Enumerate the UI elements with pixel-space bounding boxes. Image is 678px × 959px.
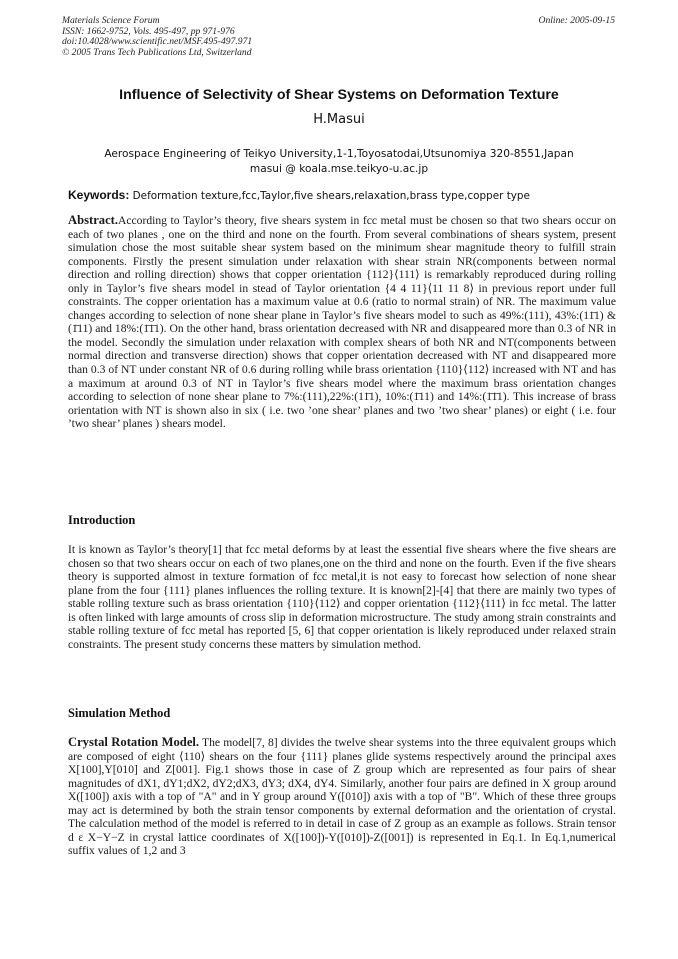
keywords [68, 188, 628, 202]
simulation-heading: Simulation Method [68, 706, 171, 720]
keywords-label: Keywords: [68, 188, 130, 202]
simulation-paragraph [68, 736, 616, 858]
paper-title: Influence of Selectivity of Shear Systems on Deformation Texture [119, 87, 559, 103]
affiliation-address: Aerospace Engineering of Teikyo University,1-1,Toyosatodai,Utsunomiya 320-8551,Japan [104, 148, 574, 160]
simulation-body [68, 736, 616, 858]
journal-header [62, 16, 252, 58]
abstract [68, 214, 616, 431]
introduction-heading: Introduction [68, 513, 136, 527]
abstract-text: According to Taylor’s theory, five shears system in fcc metal must be chosen so that two shears occur on each of two planes , one on the third and none on the fourth. From several combinations of shears system, present simulation chose the most suitable shear system based on the minimum shear magnitude theory to fulfill strain components. Firstly the present simulation under relaxation with shear strain NR(components between normal direction and rolling direction) shows that copper orientation {112}⟨111⟩ is remarkably reproduced during rolling only in Taylor’s five shears model in stead of Taylor orientation {4 4 11}⟨11 11 8⟩ in previous report under full constraints. The copper orientation has a maximum value at 0.6 (ratio to normal strain) of NR. The maximum value changes according to selection of none shear plane in Taylor’s five shears model to such as 49%:(111), 43%:(11̄1) & (1̄11) and 18%:(1̄1̄1). On the other hand, brass orientation decreased with NR and disappeared more than 0.3 of NR in the model. Secondly the simulation under relaxation with complex shears of both NR and NT(components between normal direction and transverse direction) shows that copper orientation decreased with NT and disappeared more than 0.3 of NT under constant NR of 0.6 during rolling while brass orientation {110}⟨112⟩ increased with NT and has a maximum at around 0.3 of NT in Taylor’s five shears model where the maximum brass orientation changes according to selection of none shear plane to 7%:(111),22%:(11̄1), 10%:(1̄11) and 14%:(1̄1̄1). This increase of brass orientation with NT is shown also in six ( i.e. two ’one shear’ planes and two ’two shear’ planes) or eight ( i.e. four ’two shear’ planes ) shears model. [68, 214, 616, 431]
abstract-label: Abstract. [68, 213, 119, 227]
simulation-text: The model[7, 8] divides the twelve shear systems into the three equivalent groups which are composed of eight ⟨110⟩ shears on the four {111} planes glide systems respectively around the principal axes X[100],Y[010] and Z[001]. Fig.1 shows those in case of Z group which are represented as four pairs of shear magnitudes of dX1, dY1;dX2, dY2;dX3, dY3; dX4, dY4. Similarly, another four pairs are defined in X group around X([100]) axis with a top of "A" and in Y group around Y([010]) axis with a top of "B". Which of these three groups may act is determined by both the strain tensor components by external deformation and the orientation of crystal. The calculation method of the model is referred to in detail in case of Z group as an example as follows. Strain tensor d ε X−Y−Z in crystal lattice coordinates of X([100])-Y([010])-Z([001]) is represented in Eq.1. In Eq.1,numerical suffix values of 1,2 and 3 [68, 736, 616, 858]
affiliation [0, 147, 678, 177]
simulation-lead: Crystal Rotation Model. [68, 735, 200, 749]
author-name: H.Masui [313, 112, 365, 127]
keywords-text: Deformation texture,fcc,Taylor,five shears,relaxation,brass type,copper type [132, 190, 530, 202]
abstract-paragraph [68, 214, 616, 431]
introduction-body [68, 543, 616, 651]
doi-line: doi:10.4028/www.scientific.net/MSF.495-497.971 [62, 36, 253, 48]
affiliation-email: masui @ koala.mse.teikyo-u.ac.jp [249, 163, 429, 175]
issn-line: ISSN: 1662-9752, Vols. 495-497, pp 971-976 [62, 25, 235, 37]
copyright-line: © 2005 Trans Tech Publications Ltd, Switzerland [62, 46, 252, 58]
online-date: Online: 2005-09-15 [538, 15, 615, 26]
introduction-paragraph: It is known as Taylor’s theory[1] that fcc metal deforms by at least the essential five shears where the five shears are chosen so that two shears occur on each of two planes,one on the third and none on the fourth. Even if the five shears theory is supported almost in texture formation of fcc metal,it is not easy to forecast how selection of none shear plane from the four {111} planes influences the rolling texture. It is known[2]-[4] that there are mainly two types of stable rolling texture such as brass orientation {110}⟨112⟩ and copper orientation {112}⟨111⟩ in fcc metal. The latter is often linked with large amounts of cross slip in deformation microstructure. The study among strain constraints and stable rolling texture of fcc metal has reported [5, 6] that copper orientation is likely reproduced under relaxed strain constraints. The present study concerns these matters by simulation method. [68, 543, 616, 651]
journal-name: Materials Science Forum [62, 15, 160, 26]
